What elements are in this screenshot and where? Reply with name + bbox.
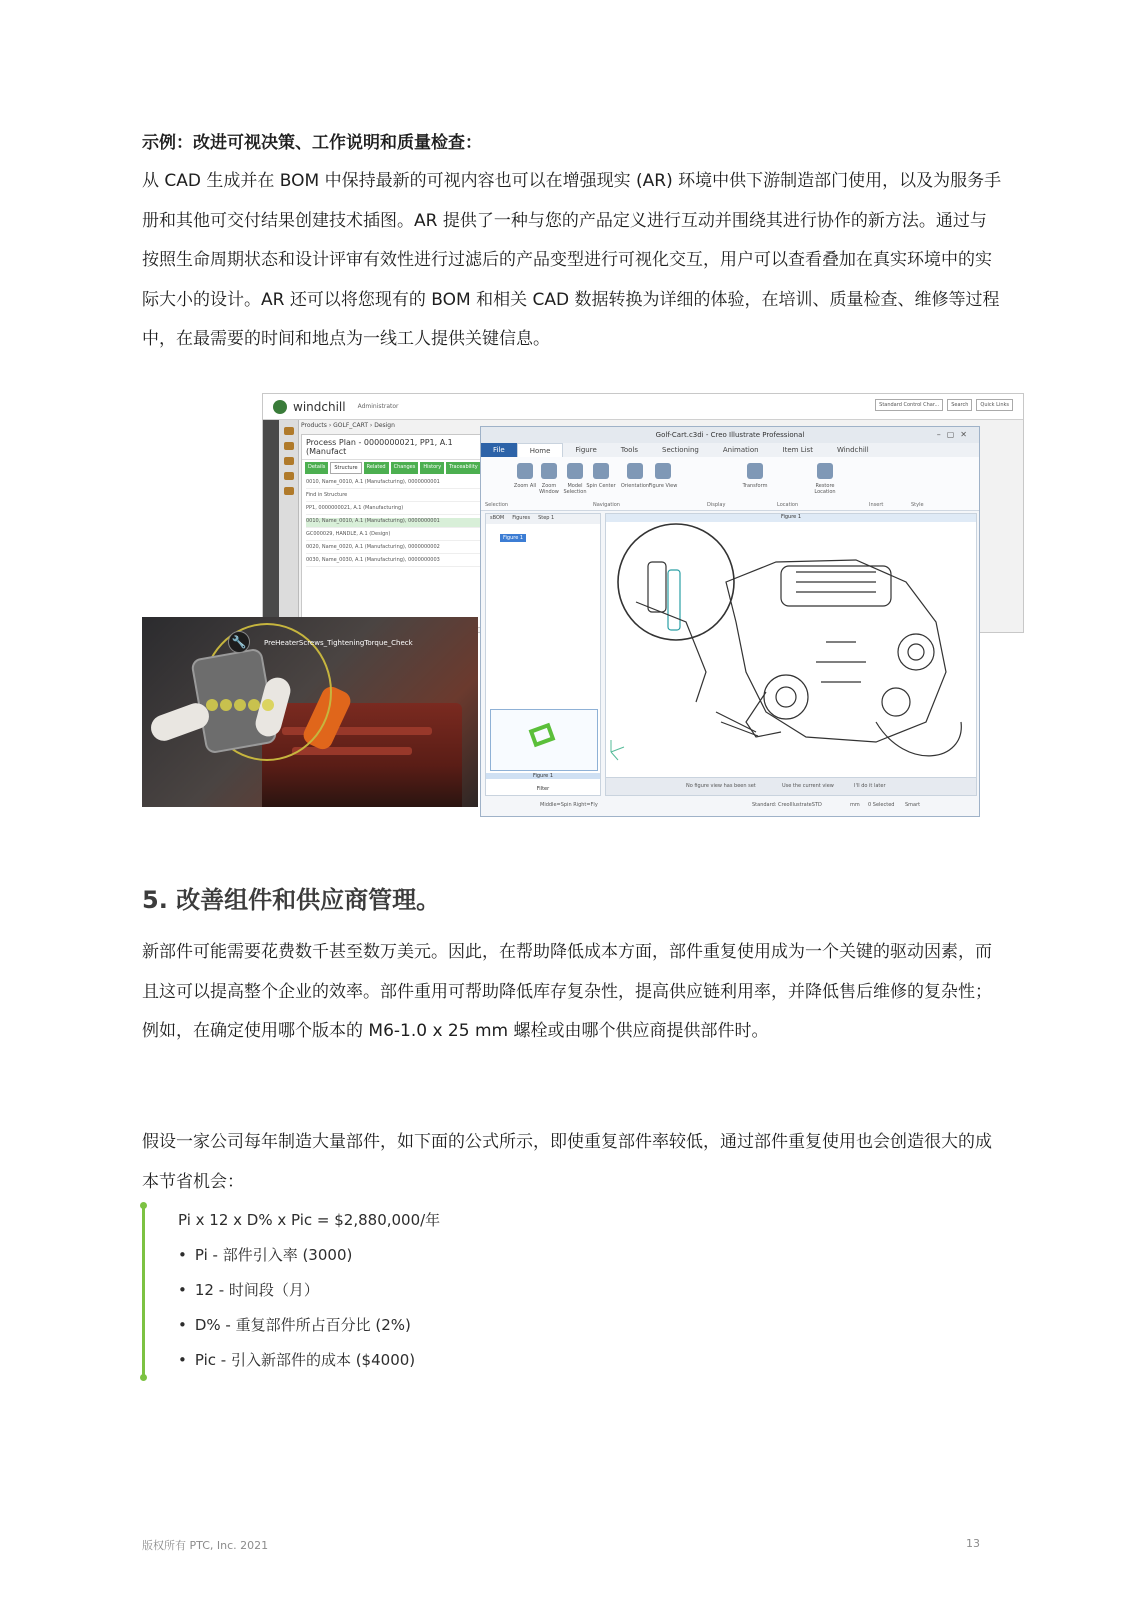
- ar-engine-detail: [292, 747, 412, 755]
- structure-row: 0010, Name_0010, A.1 (Manufacturing), 0000000001: [306, 479, 486, 489]
- sidebar-folder-icon: [284, 427, 294, 435]
- orientation-icon: [627, 463, 643, 479]
- creo-canvas: [605, 513, 977, 796]
- spin-center-label: Spin Center: [586, 483, 616, 489]
- use-current-view-button: Use the current view: [782, 783, 834, 789]
- ribbon-group-location: Location: [777, 502, 799, 508]
- units: mm: [850, 802, 860, 808]
- tab-figures: Figures: [512, 515, 531, 521]
- ribbon-group-selection: Selection: [485, 502, 509, 508]
- ar-view: [142, 617, 478, 807]
- creo-ribbon-tabs: [481, 443, 979, 457]
- tab-details: Details: [305, 462, 328, 474]
- example-heading: 示例：改进可视决策、工作说明和质量检查：: [142, 133, 482, 153]
- window-controls-icon: –▢✕: [936, 430, 973, 439]
- windchill-search-input: Search: [947, 399, 972, 411]
- sidebar-folder-icon: [284, 487, 294, 495]
- footer-copyright: 版权所有 PTC, Inc. 2021: [142, 1539, 269, 1552]
- paragraph-formula-intro: 假设一家公司每年制造大量部件，如下面的公式所示，即使重复部件率较低，通过部件重复使用也会创造很大的成本节省机会：: [142, 1132, 992, 1192]
- ribbon-group-display: Display: [707, 502, 726, 508]
- zoom-window-icon: [541, 463, 557, 479]
- tab-animation: Animation: [722, 446, 759, 454]
- structure-row: 0020, Name_0020, A.1 (Manufacturing), 0000000002: [306, 544, 486, 554]
- spin-center-icon: [593, 463, 609, 479]
- list-item: • Pic - 引入新部件的成本 ($4000): [178, 1349, 415, 1384]
- windchill-navigator-strip: [263, 420, 279, 632]
- creo-window-title: Golf-Cart.c3di - Creo Illustrate Professional: [655, 431, 805, 439]
- tab-tools: Tools: [620, 446, 639, 454]
- no-figure-view-text: No figure view has been set: [686, 783, 756, 789]
- creo-titlebar: [481, 427, 979, 443]
- section-title: 5. 改善组件和供应商管理。: [142, 886, 441, 914]
- tab-sectioning: Sectioning: [662, 446, 699, 454]
- left-panel-tabs: [486, 514, 600, 524]
- windchill-header: [263, 394, 1023, 420]
- canvas-statusbar: [606, 777, 976, 795]
- ar-step-label: PreHeaterScrews_TighteningTorque_Check: [264, 639, 413, 647]
- transform-icon: [747, 463, 763, 479]
- sidebar-folder-icon: [284, 457, 294, 465]
- windchill-content: [301, 434, 491, 628]
- selection-count: 0 Selected: [868, 802, 895, 808]
- sidebar-folder-icon: [284, 472, 294, 480]
- formula: Pi x 12 x D% x Pic = $2,880,000/年: [178, 1211, 441, 1229]
- tab-step-1: Step 1: [538, 515, 555, 521]
- paragraph-reuse: 新部件可能需要花费数千甚至数万美元。因此，在帮助降低成本方面，部件重复使用成为一个关键的驱动因素，而且这可以提高整个企业的效率。部件重用可帮助降低库存复杂性，提高供应链利用率，并降低售后维修的复杂性；例如，在确定使用哪个版本的 M6-1.0 x 25 mm 螺栓或由哪个供应商提供部件时。: [142, 942, 992, 1041]
- model-selection-label: Model Selection: [563, 483, 587, 495]
- wrench-icon: 🔧: [228, 631, 250, 653]
- selection-mode: Smart: [905, 802, 921, 808]
- restore-location-icon: [817, 463, 833, 479]
- filter-label: Filter: [536, 786, 550, 792]
- creo-footer: [540, 802, 980, 814]
- tab-history: History: [420, 462, 444, 474]
- mouse-hint: Middle=Spin Right=Fly: [540, 802, 598, 808]
- list-item: • D% - 重复部件所占百分比 (2%): [178, 1314, 415, 1349]
- page-number: 13: [966, 1537, 980, 1550]
- tab-windchill: Windchill: [836, 446, 869, 454]
- list-item: • Pi - 部件引入率 (3000): [178, 1244, 415, 1279]
- structure-row: GC000029, HANDLE, A.1 (Design): [306, 531, 486, 541]
- windchill-quick-links: Quick Links: [976, 399, 1013, 411]
- thumbnail-label: Figure 1: [486, 773, 600, 779]
- formula-items: [178, 1244, 415, 1384]
- figure-view-icon: [655, 463, 671, 479]
- orientation-label: Orientation: [620, 483, 650, 489]
- tab-home: Home: [517, 443, 564, 457]
- tab-traceability: Traceability: [446, 462, 481, 474]
- transform-label: Transform: [742, 483, 768, 489]
- creo-window: [480, 426, 980, 817]
- ribbon-group-insert: Insert: [869, 502, 884, 508]
- figure-view-label: Figure View: [648, 483, 678, 489]
- list-item: • 12 - 时间段（月）: [178, 1279, 415, 1314]
- model-selection-icon: [567, 463, 583, 479]
- tab-structure: Structure: [330, 462, 361, 474]
- creo-left-panel: [485, 513, 601, 796]
- tab-sbom: sBOM: [490, 515, 505, 521]
- zoom-window-label: Zoom Window: [539, 483, 559, 495]
- creo-ribbon: [481, 457, 979, 511]
- tab-changes: Changes: [391, 462, 419, 474]
- ribbon-group-navigation: Navigation: [593, 502, 620, 508]
- tab-figure: Figure: [575, 446, 597, 454]
- structure-row: 0010, Name_0010, A.1 (Manufacturing), 0000000001: [306, 518, 486, 528]
- restore-location-label: Restore Location: [814, 483, 836, 495]
- ar-progress-dots: [206, 699, 274, 711]
- structure-row: Find in Structure: [306, 492, 486, 502]
- figure-screenshot-composite: [142, 393, 1009, 828]
- do-it-later-button: I'll do it later: [854, 783, 886, 789]
- sidebar-folder-icon: [284, 442, 294, 450]
- figure-thumbnail: [490, 709, 598, 771]
- windchill-search-area: [875, 399, 1013, 411]
- canvas-label: Figure 1: [606, 514, 976, 522]
- windchill-breadcrumb: Products › GOLF_CART › Design: [301, 422, 395, 429]
- zoom-all-label: Zoom All: [513, 483, 537, 489]
- thumbnail-part-icon: [529, 723, 556, 747]
- tab-related: Related: [364, 462, 389, 474]
- windchill-tabs: [302, 460, 490, 476]
- structure-row: PP1, 0000000021, A.1 (Manufacturing): [306, 505, 486, 515]
- process-plan-title: Process Plan - 0000000021, PP1, A.1 (Manufact: [302, 435, 490, 460]
- tab-file: File: [481, 443, 517, 457]
- structure-row: 0030, Name_0030, A.1 (Manufacturing), 0000000003: [306, 557, 486, 567]
- windchill-user: Administrator: [357, 403, 399, 410]
- ribbon-group-style: Style: [911, 502, 924, 508]
- standard-style: Standard: CreoIllustrateSTD: [752, 802, 822, 808]
- tab-item-list: Item List: [782, 446, 813, 454]
- windchill-context-select: Standard Control Char...: [875, 399, 943, 411]
- windchill-sidebar: [279, 420, 299, 632]
- figure-tree-item: Figure 1: [500, 534, 526, 542]
- windchill-logo: windchill: [293, 399, 346, 414]
- windchill-logo-icon: [273, 400, 287, 414]
- zoom-all-icon: [517, 463, 533, 479]
- engine-illustration: [606, 522, 977, 777]
- formula-accent-bar: [142, 1205, 145, 1378]
- paragraph-ar: 从 CAD 生成并在 BOM 中保持最新的可视内容也可以在增强现实 (AR) 环境中供下游制造部门使用，以及为服务手册和其他可交付结果创建技术插图。AR 提供了一种与您的产品定义进行互动并围绕其进行协作的新方法。通过与按照生命周期状态和设计评审有效性进行过滤后的产品变型进行可视化交互，用户可以查看叠加在真实环境中的实际大小的设计。AR 还可以将您现有的 BOM 和相关 CAD 数据转换为详细的体验，在培训、质量检查、维修等过程中，在最需要的时间和地点为一线工人提供关键信息。: [142, 171, 1002, 349]
